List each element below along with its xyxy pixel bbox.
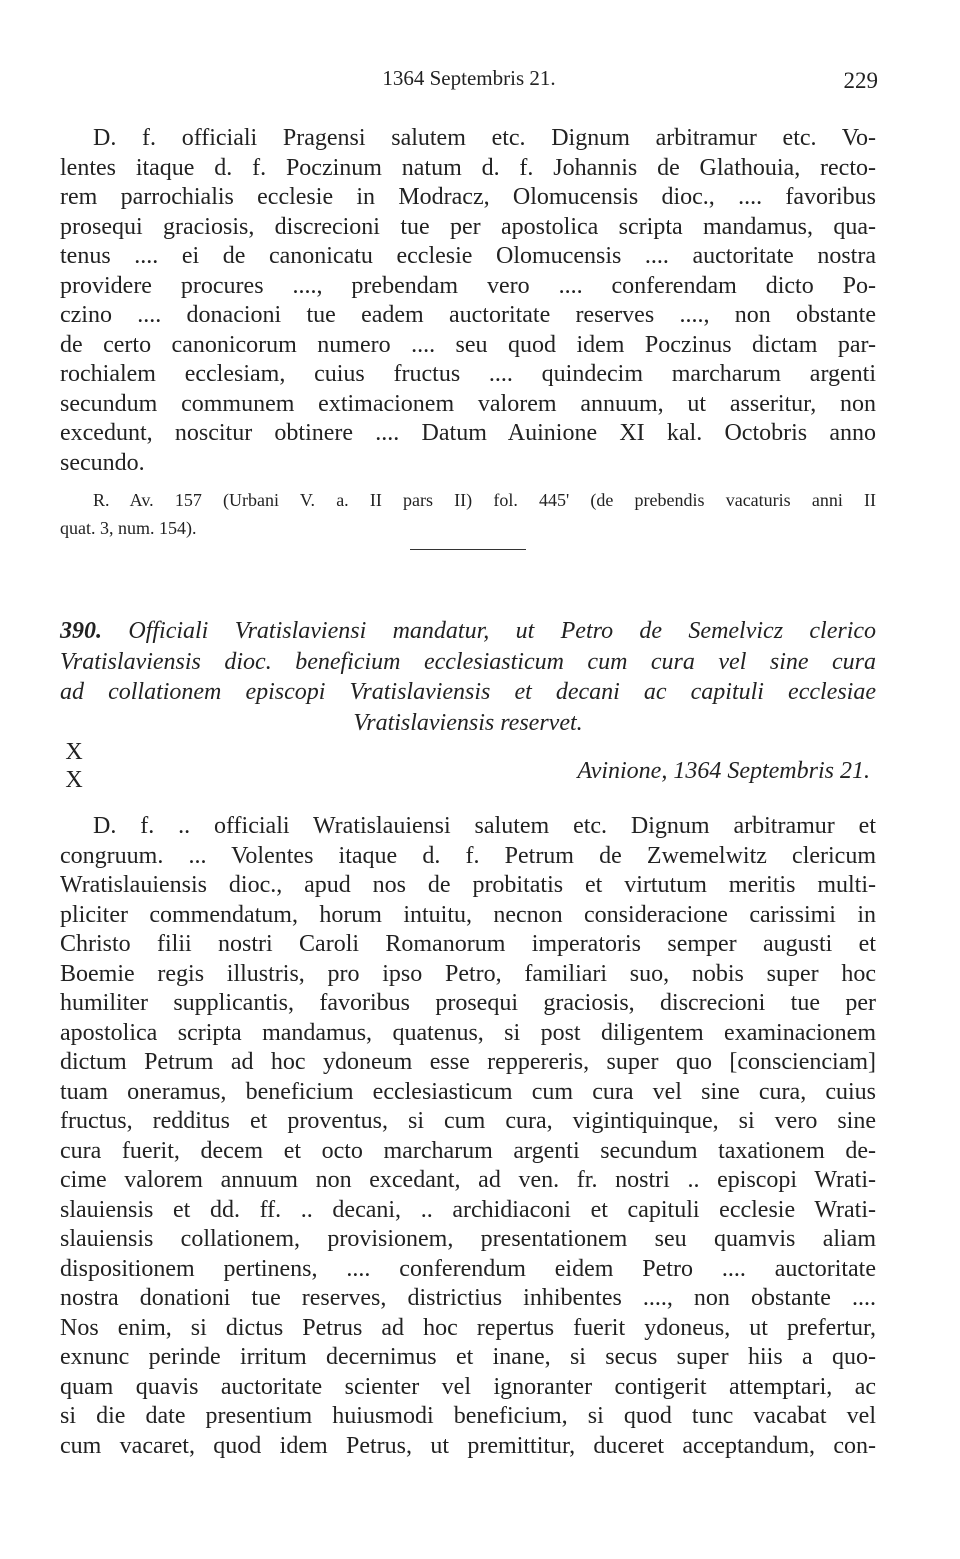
document-date: Avinione, 1364 Septembris 21. bbox=[577, 758, 870, 784]
text-line: prosequi graciosis, discrecioni tue per apostolica scripta mandamus, qua- bbox=[60, 213, 876, 240]
text-line: rem parrochialis ecclesie in Modracz, Olomucensis dioc., .... favoribus bbox=[60, 184, 876, 210]
previous-document-text bbox=[60, 124, 876, 478]
text-line: de certo canonicorum numero .... seu quod idem Poczinus dictam par- bbox=[60, 331, 876, 358]
text-line: si die date presentium huiusmodi beneficium, si quod tunc vacabat vel bbox=[60, 1403, 876, 1429]
text-line: cime valorem annuum non excedant, ad ven. fr. nostri .. episcopi Wrati- bbox=[60, 1167, 876, 1193]
tradition-marks bbox=[60, 738, 88, 794]
text-line: excedunt, noscitur obtinere .... Datum Auinione XI kal. Octobris anno bbox=[60, 420, 876, 446]
text-line: dispositionem pertinens, .... conferendum eidem Petro .... auctoritate bbox=[60, 1255, 876, 1282]
source-line: R. Av. 157 (Urbani V. a. II pars II) fol. 445' (de prebendis vacaturis anni II bbox=[93, 490, 876, 510]
text-line: fructus, redditus et proventus, si cum cura, vigintiquinque, si vero sine bbox=[60, 1108, 876, 1134]
source-line: quat. 3, num. 154). bbox=[60, 518, 197, 538]
tradition-and-date bbox=[60, 738, 876, 802]
document-heading bbox=[60, 616, 876, 738]
text-line: cura fuerit, decem et octo marcharum argenti secundum taxationem de- bbox=[60, 1137, 876, 1164]
text-line: tenus .... ei de canonicatu ecclesie Olomucensis .... auctoritate nostra bbox=[60, 243, 876, 269]
text-line: congruum. ... Volentes itaque d. f. Petrum de Zwemelwitz clericum bbox=[60, 842, 876, 869]
text-line: slauiensis collationem, provisionem, presentationem seu quamvis aliam bbox=[60, 1226, 876, 1252]
cross-mark: X bbox=[65, 739, 83, 765]
text-line: rochialem ecclesiam, cuius fructus .... quindecim marcharum argenti bbox=[60, 361, 876, 387]
text-line: apostolica scripta mandamus, quatenus, si post diligentem examinacionem bbox=[60, 1019, 876, 1046]
text-line: cum vacaret, quod idem Petrus, ut premittitur, duceret acceptandum, con- bbox=[60, 1432, 876, 1459]
text-line: exnunc perinde irritum decernimus et inane, si secus super hiis a quo- bbox=[60, 1344, 876, 1370]
text-line: slauiensis et dd. ff. .. decani, .. archidiaconi et capituli ecclesie Wrati- bbox=[60, 1196, 876, 1223]
text-line: dictum Petrum ad hoc ydoneum esse reppereris, super quo [conscienciam] bbox=[60, 1049, 876, 1075]
section-divider bbox=[410, 549, 526, 550]
text-line: czino .... donacioni tue eadem auctoritate reserves ...., non obstante bbox=[60, 302, 876, 328]
cross-mark: X bbox=[65, 767, 83, 793]
heading-line: Officiali Vratislaviensi mandatur, ut Petro de Semelvicz clerico bbox=[128, 618, 877, 644]
text-line: humiliter supplicantis, favoribus prosequi graciosis, discrecioni tue per bbox=[60, 990, 876, 1016]
text-line: Christo filii nostri Caroli Romanorum imperatoris semper augusti et bbox=[60, 931, 876, 957]
page-header bbox=[60, 62, 878, 92]
page-number: 229 bbox=[843, 68, 878, 93]
text-line: Boemie regis illustris, pro ipso Petro, familiari suo, nobis super hoc bbox=[60, 960, 876, 987]
document-number: 390. bbox=[60, 618, 102, 644]
heading-line: ad collationem episcopi Vratislaviensis et decani ac capituli ecclesiae bbox=[60, 679, 876, 705]
text-line: tuam oneramus, beneficium ecclesiasticum cum cura vel sine cura, cuius bbox=[60, 1078, 876, 1105]
heading-line: Vratislaviensis dioc. beneficium ecclesiasticum cum cura vel sine cura bbox=[60, 648, 876, 675]
text-line: lentes itaque d. f. Poczinum natum d. f. Johannis de Glathouia, recto- bbox=[60, 154, 876, 181]
text-line: pliciter commendatum, horum intuitu, necnon consideracione carissimi in bbox=[60, 901, 876, 928]
text-line: D. f. officiali Pragensi salutem etc. Dignum arbitramur etc. Vo- bbox=[93, 125, 876, 151]
text-line: nostra donationi tue reserves, districtius inhibentes ...., non obstante .... bbox=[60, 1285, 876, 1311]
text-line: providere procures ...., prebendam vero .... conferendam dicto Po- bbox=[60, 272, 876, 299]
text-line: quam quavis auctoritate scienter vel ignoranter contigerit attemptari, ac bbox=[60, 1373, 876, 1400]
heading-line: Vratislaviensis reservet. bbox=[353, 709, 583, 736]
text-line: secundum communem extimacionem valorem annuum, ut asseritur, non bbox=[60, 390, 876, 417]
document-body bbox=[60, 812, 876, 1461]
source-reference bbox=[60, 486, 876, 542]
text-line: D. f. .. officiali Wratislauiensi salutem etc. Dignum arbitramur et bbox=[93, 813, 876, 839]
running-head: 1364 Septembris 21. bbox=[382, 66, 556, 90]
text-line: secundo. bbox=[60, 449, 145, 476]
text-line: Wratislauiensis dioc., apud nos de probitatis et virtutum meritis multi- bbox=[60, 872, 876, 898]
text-line: Nos enim, si dictus Petrus ad hoc repertus fuerit ydoneus, ut prefertur, bbox=[60, 1314, 876, 1341]
